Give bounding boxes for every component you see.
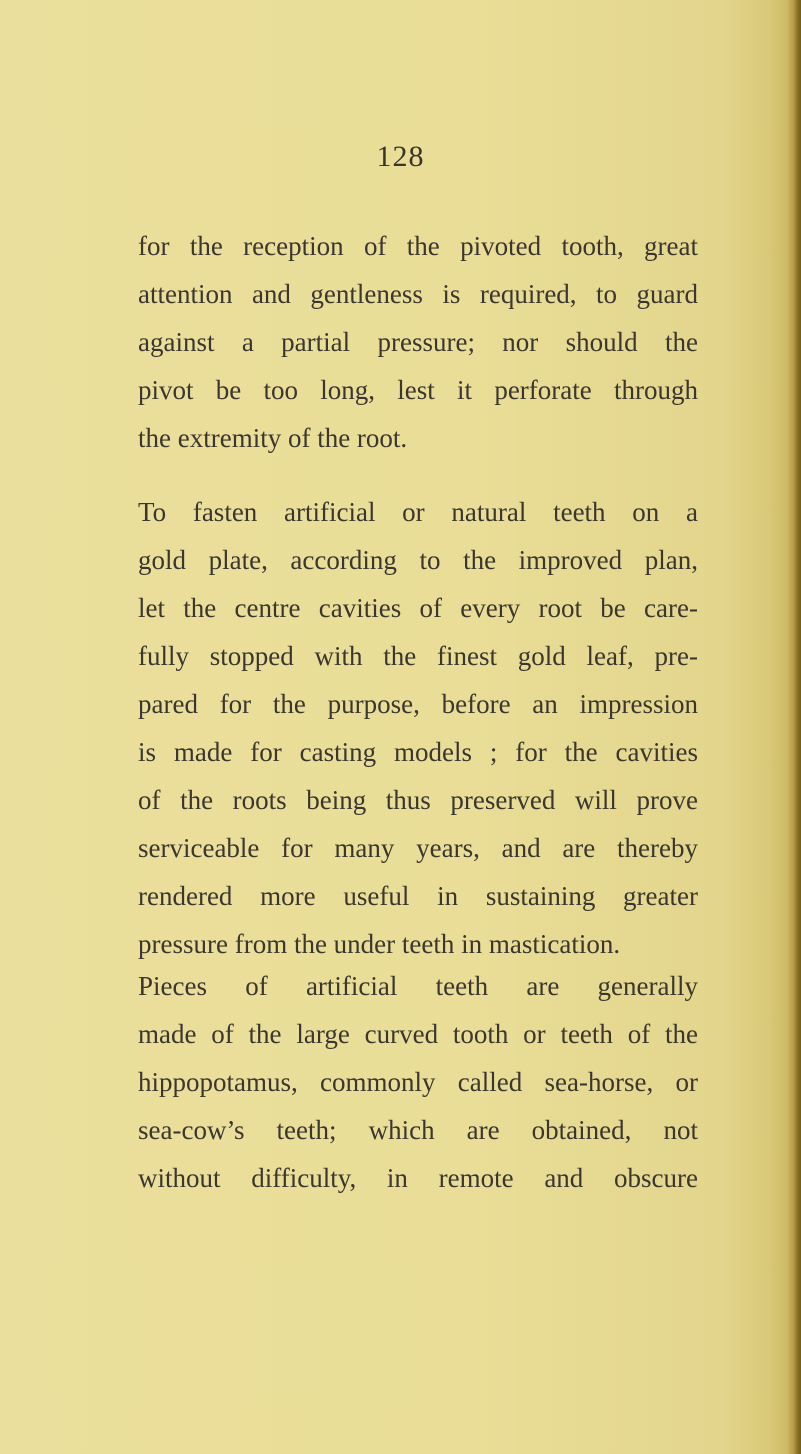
text-line: the extremity of the root. xyxy=(138,423,408,453)
text-line: of the roots being thus preserved will prove xyxy=(138,785,698,815)
text-line: hippopotamus, commonly called sea-horse, or xyxy=(138,1067,698,1097)
text-line: against a partial pressure; nor should the xyxy=(138,327,698,357)
text-line: Pieces of artificial teeth are generally xyxy=(138,971,698,1001)
text-line: pressure from the under teeth in mastication. xyxy=(138,929,621,959)
text-line: let the centre cavities of every root be care- xyxy=(138,593,698,623)
paragraph-2 xyxy=(138,488,698,968)
text-line: pared for the purpose, before an impression xyxy=(138,689,698,719)
text-line: To fasten artificial or natural teeth on a xyxy=(138,497,698,527)
text-line: is made for casting models ; for the cavities xyxy=(138,737,698,767)
text-line: without difficulty, in remote and obscure xyxy=(138,1163,698,1193)
text-line: serviceable for many years, and are thereby xyxy=(138,833,698,863)
text-line: made of the large curved tooth or teeth of the xyxy=(138,1019,698,1049)
text-line: sea-cow’s teeth; which are obtained, not xyxy=(138,1115,698,1145)
text-line: attention and gentleness is required, to guard xyxy=(138,279,698,309)
text-line: fully stopped with the finest gold leaf, pre- xyxy=(138,641,698,671)
text-line: gold plate, according to the improved plan, xyxy=(138,545,698,575)
paragraph-1 xyxy=(138,222,698,462)
paragraph-3 xyxy=(138,962,698,1202)
page-number: 128 xyxy=(376,140,425,173)
text-line: rendered more useful in sustaining greater xyxy=(138,881,698,911)
page-edge-shadow xyxy=(787,0,801,1454)
text-line: for the reception of the pivoted tooth, great xyxy=(138,231,698,261)
text-line: pivot be too long, lest it perforate through xyxy=(138,375,698,405)
